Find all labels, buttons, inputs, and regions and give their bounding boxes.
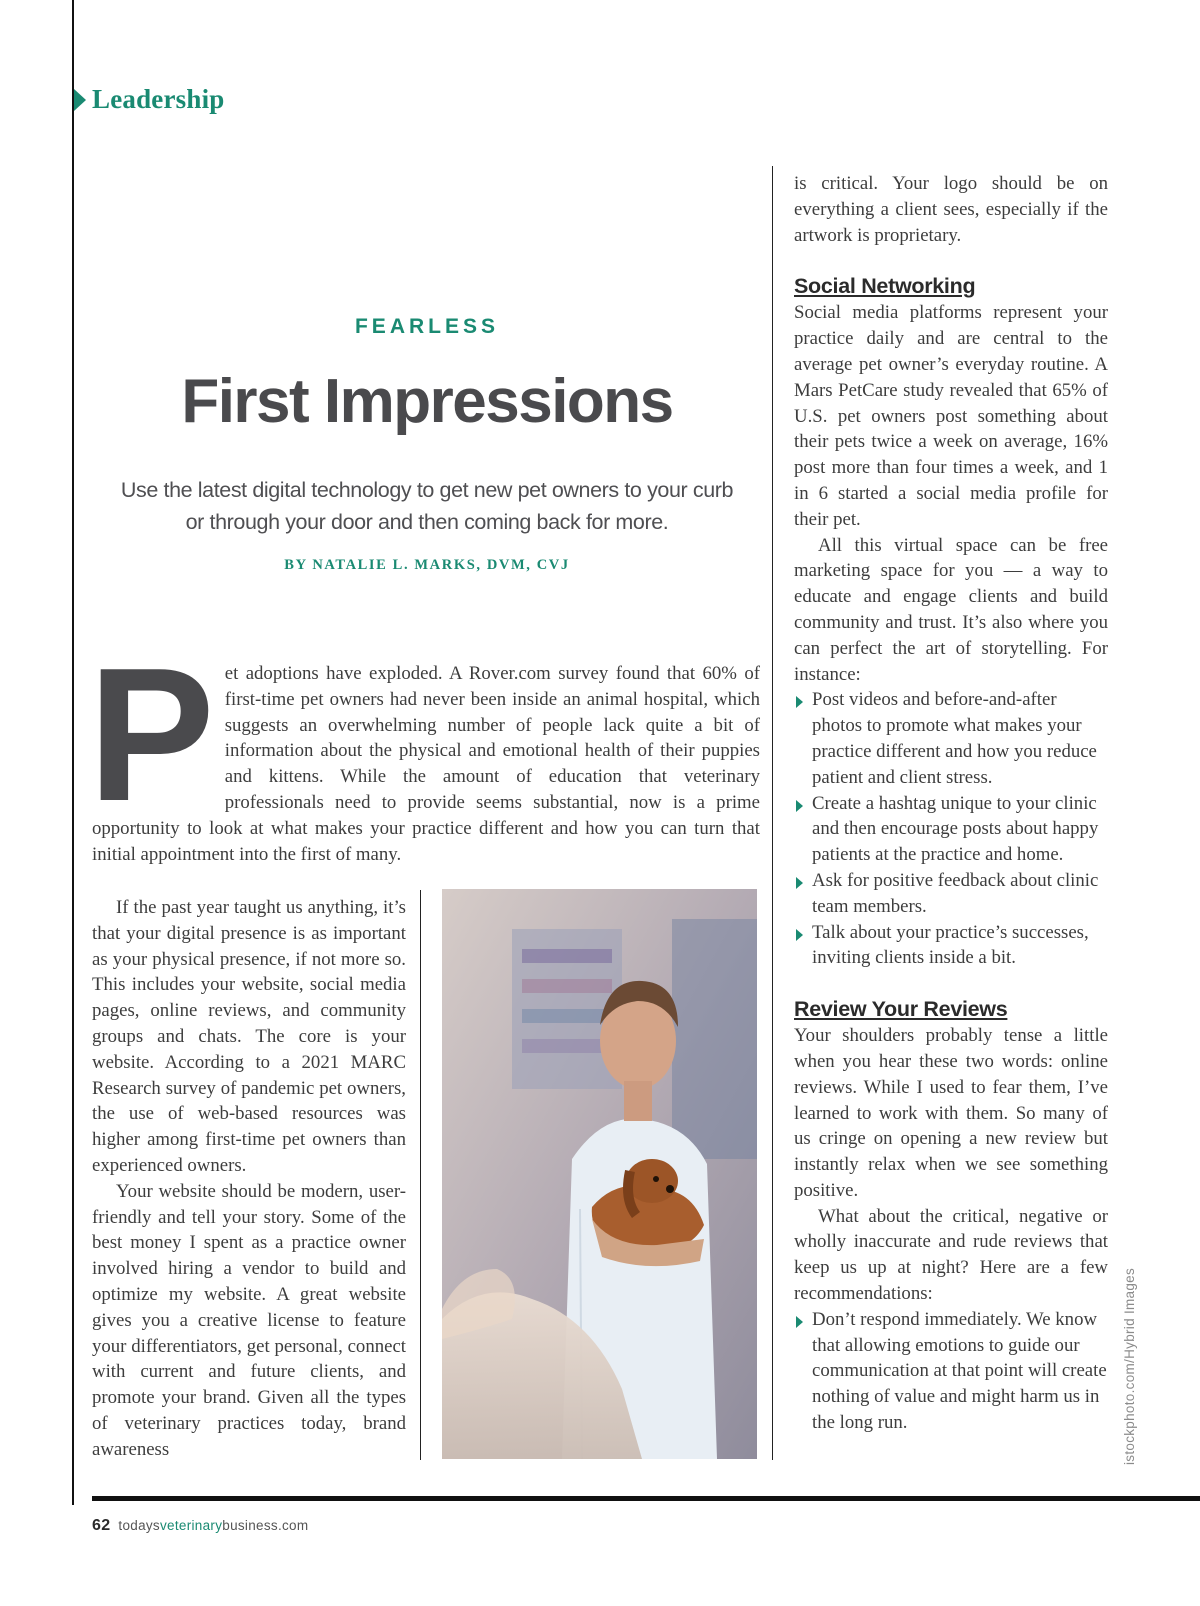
lead-paragraph <box>88 629 760 867</box>
article-byline: BY NATALIE L. MARKS, DVM, CVJ <box>284 557 570 573</box>
photo-credit: istockphoto.com/Hybrid Images <box>1122 1267 1137 1465</box>
body-paragraph: Your website should be modern, user-friendly and tell your story. Some of the best money I spent as a practice owner involved hiring a vendor to build and optimize my website. A great website gives you a creative license to feature your differentiators, get personal, connect with current and future clients, and promote your brand. Given all the types of veterinary practices today, brand awareness <box>92 1180 406 1460</box>
list-item: Don’t respond immediately. We know that allowing emotions to guide our communication at that point will create nothing of value and might harm us in the long run. <box>794 1307 1108 1436</box>
page-number: 62 <box>92 1517 111 1534</box>
article-title: First Impressions <box>181 367 673 436</box>
footer-site-prefix: todays <box>118 1518 160 1533</box>
body-paragraph: is critical. Your logo should be on everything a client sees, especially if the artwork is proprietary. <box>794 173 1108 246</box>
section-arrow-icon <box>74 89 86 111</box>
drop-cap: P <box>88 629 215 841</box>
body-paragraph: What about the critical, negative or wholly inaccurate and rude reviews that keep us up at night? Here are a few recommendations: <box>794 1205 1108 1305</box>
footer-site-suffix: business.com <box>222 1518 309 1533</box>
subhead-review-your-reviews: Review Your Reviews <box>794 997 1008 1022</box>
left-column <box>92 895 406 1463</box>
section-tag <box>74 84 225 115</box>
column-rule <box>420 890 421 1460</box>
article-deck: Use the latest digital technology to get new pet owners to your curb or through your door and then coming back for more. <box>120 478 734 534</box>
page-left-rule <box>72 0 74 1505</box>
list-item: Talk about your practice’s successes, inviting clients inside a bit. <box>794 920 1108 972</box>
body-paragraph: Your shoulders probably tense a little when you hear these two words: online reviews. While I used to fear them, I’ve learned to work with them. So many of us cringe on opening a new review but instantly relax when we see something positive. <box>794 1025 1108 1201</box>
article-kicker: FEARLESS <box>354 315 499 338</box>
body-paragraph: All this virtual space can be free marketing space for you — a way to educate and engage clients and build community and trust. It’s also where you can perfect the art of storytelling. For instance: <box>794 534 1108 685</box>
body-paragraph: If the past year taught us anything, it’s that your digital presence is as important as your physical presence, if not more so. This includes your website, social media pages, online reviews, and community groups and chats. The core is your website. According to a 2021 MARC Research survey of pandemic pet owners, the use of web-based resources was higher among first-time pet owners than experienced owners. <box>92 897 406 1176</box>
section-label: Leadership <box>92 84 225 114</box>
vet-with-dachshund-photo <box>442 889 757 1459</box>
bullet-list <box>794 687 1108 971</box>
footer-rule <box>92 1496 1200 1501</box>
right-column <box>794 171 1108 1436</box>
list-item: Post videos and before-and-after photos to promote what makes your practice different and how you reduce patient and client stress. <box>794 687 1108 790</box>
subhead-social-networking: Social Networking <box>794 274 976 299</box>
page-footer <box>92 1517 308 1535</box>
list-item: Ask for positive feedback about clinic team members. <box>794 868 1108 920</box>
footer-site-accent: veterinary <box>159 1518 223 1533</box>
list-item: Create a hashtag unique to your clinic and then encourage posts about happy patients at the practice and home. <box>794 791 1108 868</box>
bullet-list <box>794 1307 1108 1436</box>
column-rule <box>772 166 773 1460</box>
photo-illustration <box>442 889 757 1459</box>
body-paragraph: Social media platforms represent your practice daily and are central to the average pet owner’s everyday routine. A Mars PetCare study revealed that 65% of U.S. pet owners post something about their pets twice a week on average, 16% post more than four times a week, and 1 in 6 started a social media profile for their pet. <box>794 302 1108 530</box>
lead-text: et adoptions have exploded. A Rover.com survey found that 60% of first-time pet owners had never been inside an animal hospital, which suggests an overwhelming number of people lack quite a bit of information about the physical and emotional health of their puppies and kittens. While the amount of education that veterinary professionals need to provide seems substantial, now is a prime opportunity to look at what makes your practice different and how you can turn that initial appointment into the first of many. <box>92 663 760 865</box>
